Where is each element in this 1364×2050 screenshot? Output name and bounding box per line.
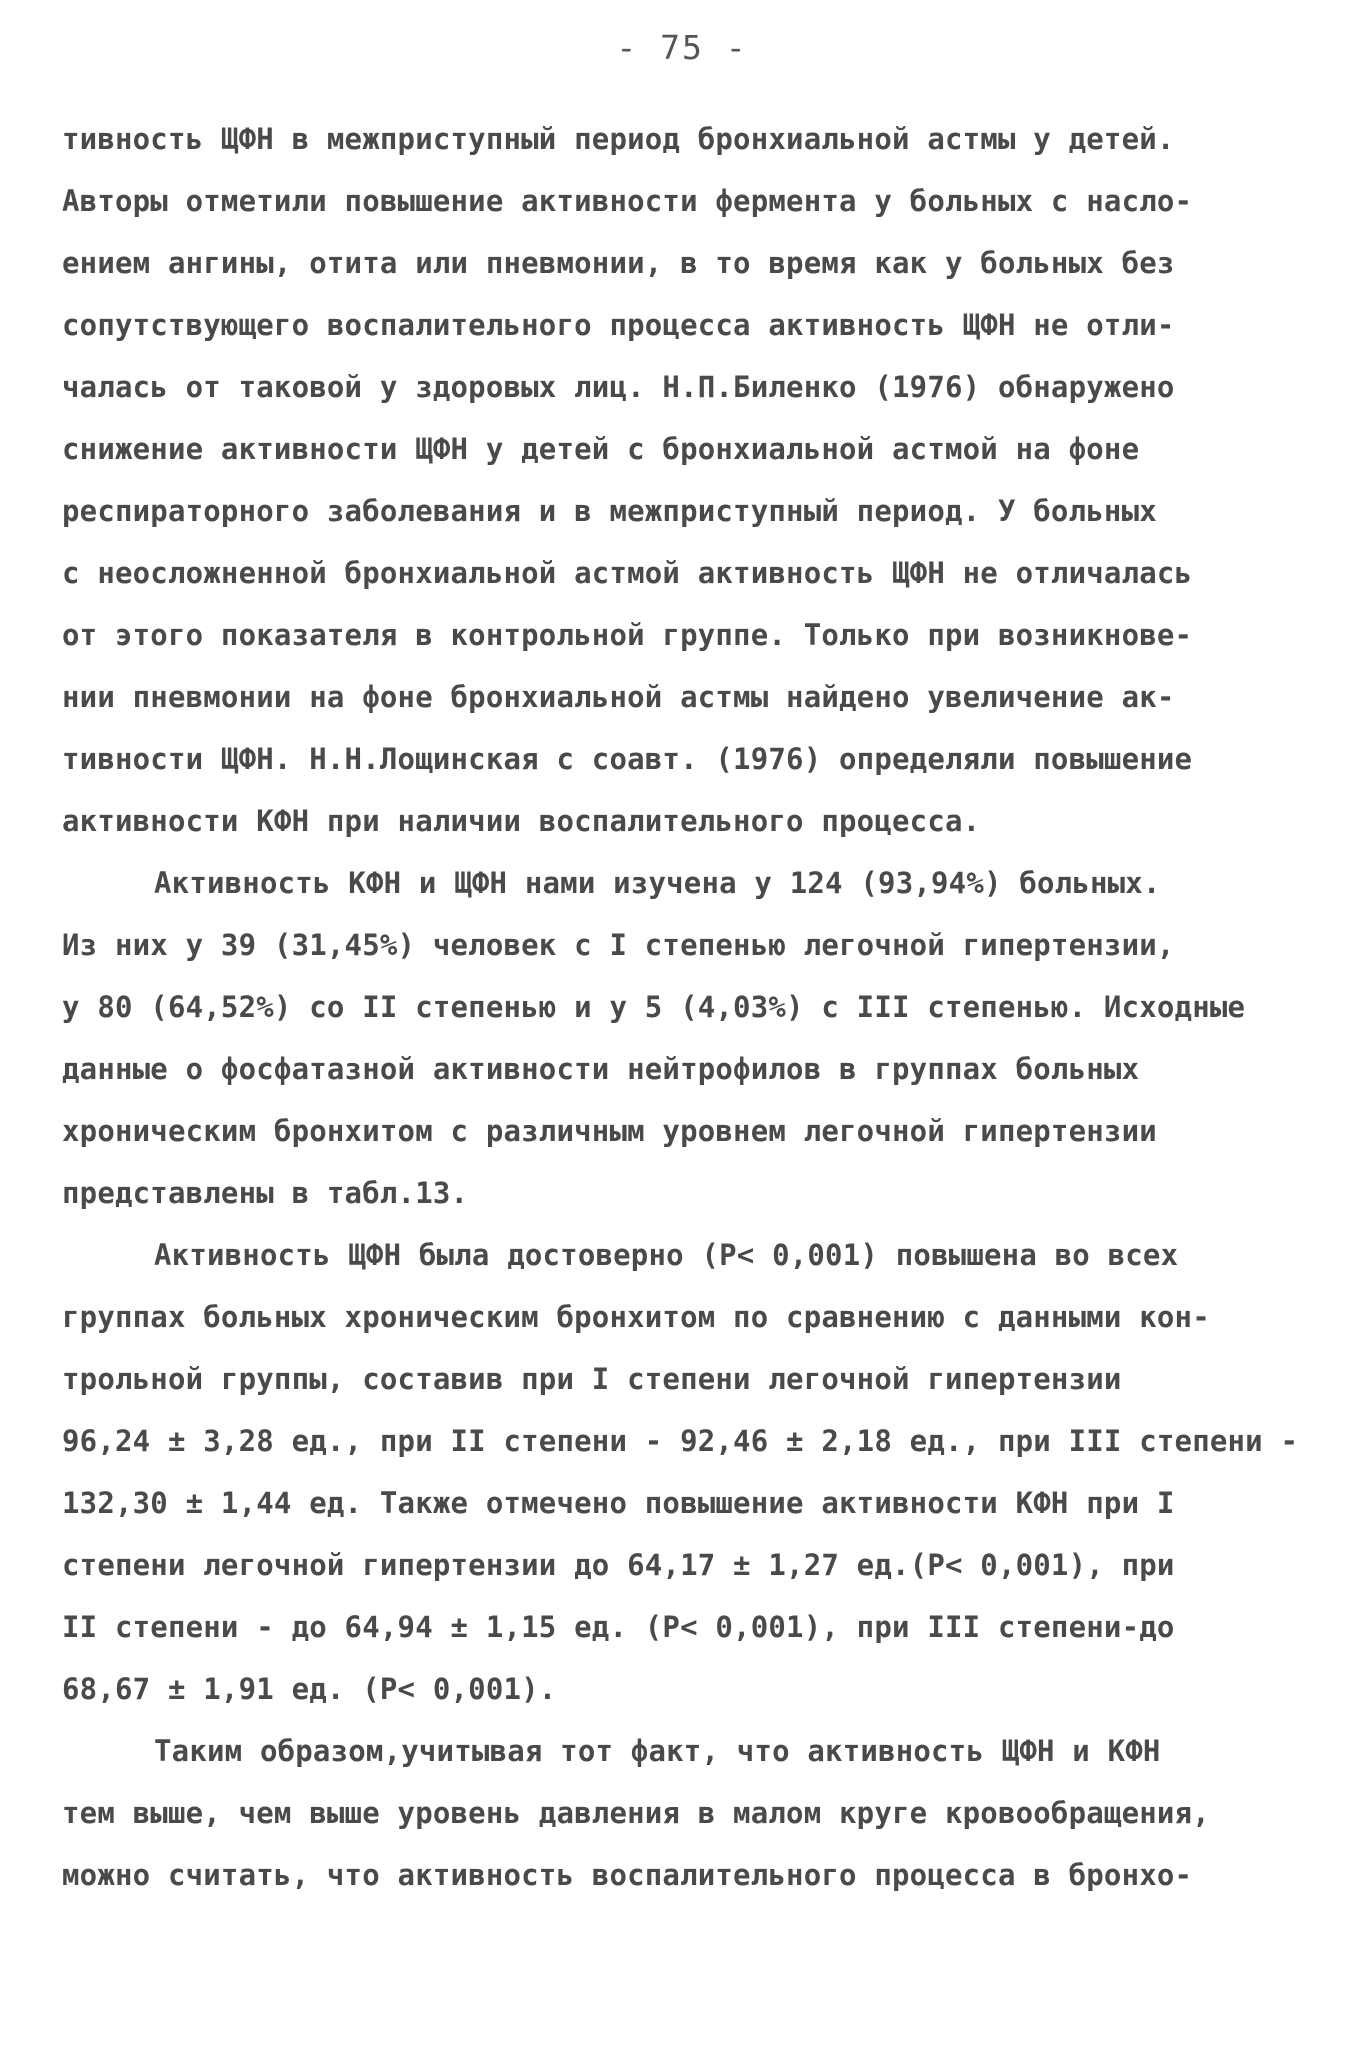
text-line: Активность КФН и ЩФН нами изучена у 124 (93,94%) больных. — [154, 866, 1161, 900]
text-line: Из них у 39 (31,45%) человек с I степенью легочной гипертензии, — [62, 928, 1175, 962]
text-line: 132,30 ± 1,44 ед. Также отмечено повышение активности КФН при I — [62, 1486, 1175, 1520]
text-line: ением ангины, отита или пневмонии, в то время как у больных без — [62, 246, 1175, 280]
page-number: - 75 - — [616, 28, 748, 67]
text-line: от этого показателя в контрольной группе. Только при возникнове- — [62, 618, 1193, 652]
text-line: тем выше, чем выше уровень давления в малом круге кровообращения, — [62, 1796, 1210, 1830]
text-line: Активность ЩФН была достоверно (P< 0,001) повышена во всех — [154, 1238, 1179, 1272]
text-line: группах больных хроническим бронхитом по сравнению с данными кон- — [62, 1300, 1210, 1334]
text-line: чалась от таковой у здоровых лиц. Н.П.Биленко (1976) обнаружено — [62, 370, 1175, 404]
text-line: трольной группы, составив при I степени легочной гипертензии — [62, 1362, 1122, 1396]
text-line: с неосложненной бронхиальной астмой активность ЩФН не отличалась — [62, 556, 1193, 590]
text-line: 96,24 ± 3,28 ед., при II степени - 92,46 ± 2,18 ед., при III степени - — [62, 1424, 1299, 1458]
text-line: у 80 (64,52%) со II степенью и у 5 (4,03%) с III степенью. Исходные — [62, 990, 1246, 1024]
text-line: активности КФН при наличии воспалительного процесса. — [62, 804, 981, 838]
text-line: можно считать, что активность воспалительного процесса в бронхо- — [62, 1858, 1193, 1892]
text-line: степени легочной гипертензии до 64,17 ± 1,27 ед.(P< 0,001), при — [62, 1548, 1175, 1582]
text-line: 68,67 ± 1,91 ед. (P< 0,001). — [62, 1672, 557, 1706]
text-line: нии пневмонии на фоне бронхиальной астмы найдено увеличение ак- — [62, 680, 1175, 714]
text-line: респираторного заболевания и в межприступный период. У больных — [62, 494, 1157, 528]
text-line: тивность ЩФН в межприступный период бронхиальной астмы у детей. — [62, 122, 1175, 156]
text-line: Таким образом,учитывая тот факт, что активность ЩФН и КФН — [154, 1734, 1161, 1768]
text-line: данные о фосфатазной активности нейтрофилов в группах больных — [62, 1052, 1140, 1086]
text-line: хроническим бронхитом с различным уровнем легочной гипертензии — [62, 1114, 1157, 1148]
typed-page-text — [62, 108, 1312, 1906]
text-line: II степени - до 64,94 ± 1,15 ед. (P< 0,001), при III степени-до — [62, 1610, 1175, 1644]
text-line: сопутствующего воспалительного процесса активность ЩФН не отли- — [62, 308, 1175, 342]
text-line: представлены в табл.13. — [62, 1176, 469, 1210]
text-line: тивности ЩФН. Н.Н.Лощинская с соавт. (1976) определяли повышение — [62, 742, 1193, 776]
text-line: снижение активности ЩФН у детей с бронхиальной астмой на фоне — [62, 432, 1140, 466]
text-line: Авторы отметили повышение активности фермента у больных с насло- — [62, 184, 1193, 218]
